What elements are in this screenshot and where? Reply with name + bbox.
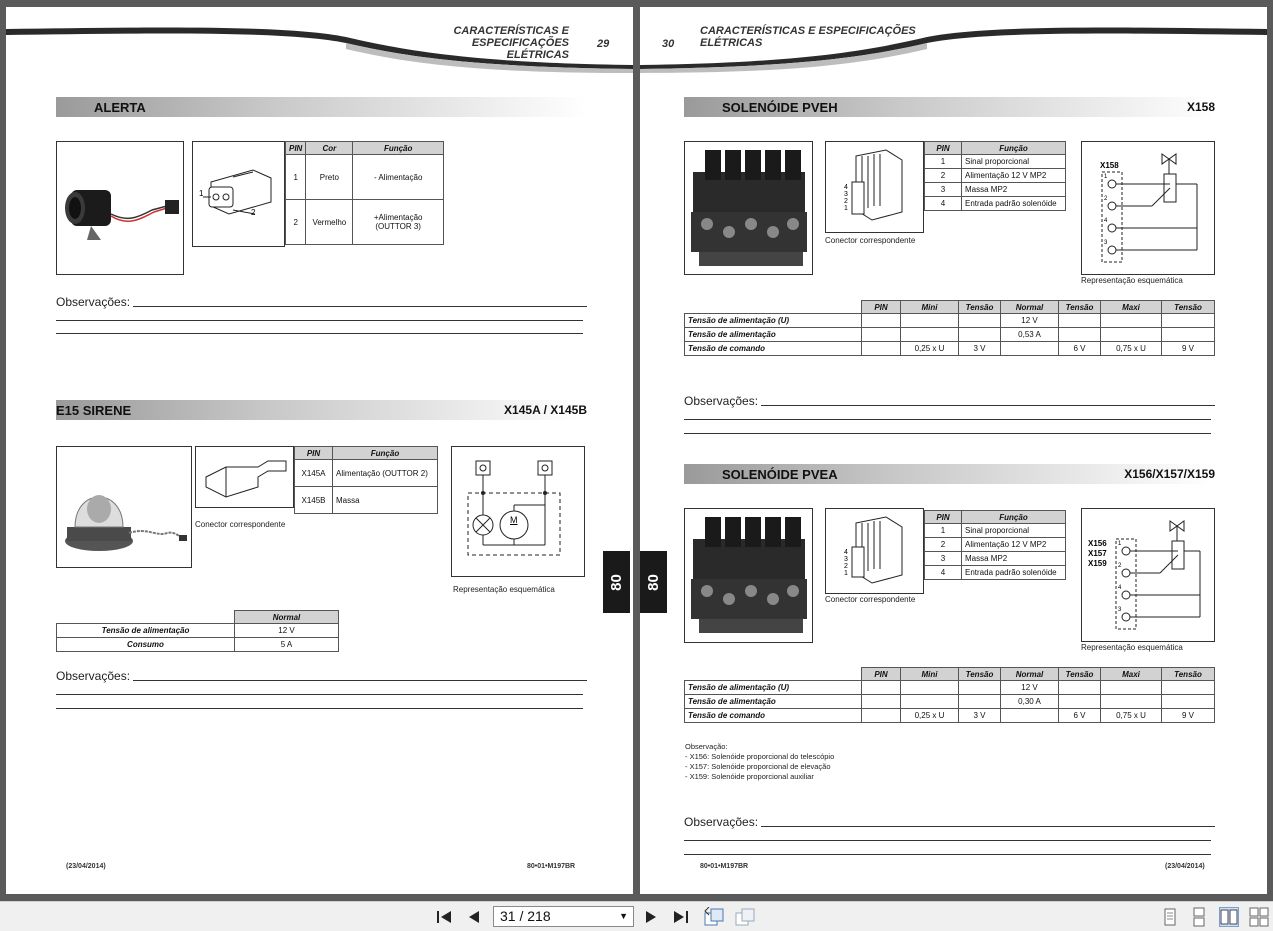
table-cell: Alimentação (OUTTOR 2) [333, 460, 438, 487]
observation-line [684, 433, 1211, 434]
table-row [286, 155, 444, 200]
table-row: 1 Sinal proporcional [925, 155, 1066, 169]
observation-line [56, 333, 583, 334]
pvea-pin-table: PIN Função 1 Sinal proporcional 2 Alimentação 12 V MP2 3 Massa MP2 4 Entrada padrão solenóide [924, 510, 1066, 580]
column-header: Cor [306, 142, 353, 155]
section-title: ALERTA [94, 100, 146, 115]
previous-page-icon[interactable] [463, 906, 485, 928]
footer-code: 80•01•M197BR [700, 863, 749, 870]
schematic-labels: X156 X157 X159 [1088, 539, 1107, 568]
continuous-page-icon[interactable] [1189, 907, 1209, 927]
row-label: Consumo [57, 638, 235, 652]
header-title: CARACTERÍSTICAS E ESPECIFICAÇÕES ELÉTRICAS [453, 25, 569, 61]
connector-caption: Conector correspondente [825, 595, 916, 604]
section-title: E15 SIRENE [56, 403, 132, 418]
back-view-icon[interactable] [703, 906, 725, 928]
table-row: 4 Entrada padrão solenóide [925, 566, 1066, 580]
table-row [57, 624, 339, 638]
sirene-schematic [451, 446, 585, 577]
alerta-pin-table [285, 141, 444, 245]
table-row [295, 487, 438, 514]
table-row: Tensão de alimentação (U) 12 V [685, 314, 1215, 328]
forward-view-icon[interactable] [734, 906, 756, 928]
continuous-facing-icon[interactable] [1249, 907, 1269, 927]
column-header: Função [353, 142, 444, 155]
valve-photo [684, 508, 813, 643]
table-row: 1 Sinal proporcional [925, 524, 1066, 538]
header-title: CARACTERÍSTICAS E ESPECIFICAÇÕES ELÉTRICAS [700, 25, 916, 49]
section-header-alerta [56, 97, 587, 117]
pvea-spec-table: PIN Mini Tensão Normal Tensão Maxi Tensão Tensão de alimentação (U) 12 V Tensão de alimentação 0,30 A Tensão de comando 0,25 x U 3 V 6 V 0,75 x U 9 V [684, 667, 1215, 723]
column-header: Normal [235, 611, 339, 624]
table-row [286, 200, 444, 245]
last-page-icon[interactable] [670, 906, 692, 928]
section-header-pvea [684, 464, 1215, 484]
observation-line [684, 840, 1211, 841]
table-row [57, 638, 339, 652]
table-cell: - Alimentação [353, 155, 444, 200]
table-row: Tensão de comando 0,25 x U 3 V 6 V 0,75 x U 9 V [685, 342, 1215, 356]
table-cell: 1 [286, 155, 306, 200]
pveh-schematic: X158 1 2 4 3 [1081, 141, 1215, 275]
observation-line [133, 680, 587, 681]
table-row: 2 Alimentação 12 V MP2 [925, 169, 1066, 183]
connector-drawing [192, 141, 285, 247]
row-label: Tensão de alimentação [57, 624, 235, 638]
observations-label: Observações: [684, 394, 759, 408]
table-row: Tensão de alimentação 0,30 A [685, 695, 1215, 709]
table-cell: Vermelho [306, 200, 353, 245]
section-header-sirene [56, 400, 587, 420]
section-code: X156/X157/X159 [1124, 467, 1215, 481]
next-page-icon[interactable] [640, 906, 662, 928]
section-title: SOLENÓIDE PVEH [722, 100, 838, 115]
table-row: 2 Alimentação 12 V MP2 [925, 538, 1066, 552]
footer-date: (23/04/2014) [66, 863, 106, 870]
table-cell: Preto [306, 155, 353, 200]
observation-line [56, 694, 583, 695]
connector-drawing [825, 141, 924, 233]
column-header: PIN [295, 447, 333, 460]
chapter-tab: 80 [640, 551, 667, 613]
pin-numbers: 4 3 2 1 [844, 549, 848, 577]
sirene-pin-table [294, 446, 438, 514]
chevron-down-icon: ▼ [619, 911, 628, 921]
connector-caption: Conector correspondente [195, 520, 286, 529]
observation-line [133, 306, 587, 307]
alarm-photo [56, 141, 184, 275]
table-row: Tensão de alimentação (U) 12 V [685, 681, 1215, 695]
observation-line [684, 854, 1211, 855]
pveh-spec-table: PIN Mini Tensão Normal Tensão Maxi Tensão Tensão de alimentação (U) 12 V Tensão de alimentação 0,53 A Tensão de comando 0,25 x U 3 V 6 V 0,75 x U 9 V [684, 300, 1215, 356]
facing-pages-icon[interactable] [1219, 907, 1239, 927]
table-cell: X145B [295, 487, 333, 514]
section-code: X145A / X145B [504, 403, 587, 417]
sirene-spec-table [56, 610, 339, 652]
connector-caption: Conector correspondente [825, 236, 916, 245]
schematic-label: X158 [1100, 161, 1119, 170]
schematic-caption: Representação esquemática [1081, 276, 1183, 285]
page-number: 29 [597, 38, 610, 50]
pvea-note: Observação: - X156: Solenóide proporcional do telescópio - X157: Solenóide proporcional de elevação - X159: Solenóide proporcional auxiliar [685, 742, 835, 781]
motor-label: M [510, 515, 518, 525]
valve-photo [684, 141, 813, 275]
observations-label: Observações: [56, 669, 131, 683]
page-selector[interactable]: 31 / 218 ▼ [493, 906, 634, 927]
section-header-pveh [684, 97, 1215, 117]
page-29 [6, 7, 633, 894]
footer-date: (23/04/2014) [1165, 863, 1205, 870]
schematic-caption: Representação esquemática [1081, 643, 1183, 652]
pin-label: 2 [251, 208, 256, 217]
table-row: 3 Massa MP2 [925, 183, 1066, 197]
table-cell: Massa [333, 487, 438, 514]
section-code: X158 [1186, 100, 1215, 114]
pin-numbers: 4 3 2 1 [844, 184, 848, 212]
connector-drawing [825, 508, 924, 594]
connector-drawing [195, 446, 294, 508]
observation-line [684, 419, 1211, 420]
table-row: Tensão de comando 0,25 x U 3 V 6 V 0,75 x U 9 V [685, 709, 1215, 723]
column-header: Função [962, 142, 1066, 155]
table-cell: 5 A [235, 638, 339, 652]
table-row: 3 Massa MP2 [925, 552, 1066, 566]
column-header: PIN [286, 142, 306, 155]
single-page-icon[interactable] [1160, 907, 1180, 927]
observations-label: Observações: [684, 815, 759, 829]
chapter-tab: 80 [603, 551, 630, 613]
observation-line [56, 708, 583, 709]
column-header: Função [333, 447, 438, 460]
observations-label: Observações: [56, 295, 131, 309]
schematic-caption: Representação esquemática [453, 585, 555, 594]
page-30 [640, 7, 1267, 894]
first-page-icon[interactable] [433, 906, 455, 928]
footer-code: 80•01•M197BR [527, 863, 576, 870]
page-number: 30 [662, 38, 675, 50]
section-title: SOLENÓIDE PVEA [722, 467, 838, 482]
table-row [295, 460, 438, 487]
observation-line [761, 826, 1215, 827]
pveh-pin-table [924, 141, 1066, 211]
table-row: Tensão de alimentação 0,53 A [685, 328, 1215, 342]
table-cell: 2 [286, 200, 306, 245]
table-cell: +Alimentação (OUTTOR 3) [353, 200, 444, 245]
table-cell: X145A [295, 460, 333, 487]
observation-line [56, 320, 583, 321]
table-row: 4 Entrada padrão solenóide [925, 197, 1066, 211]
pin-label: 1 [199, 189, 204, 198]
column-header: PIN [925, 142, 962, 155]
viewer-toolbar [0, 901, 1273, 931]
observation-line [761, 405, 1215, 406]
pvea-schematic: X156 X157 X159 1 2 4 3 [1081, 508, 1215, 642]
table-cell: 12 V [235, 624, 339, 638]
siren-photo [56, 446, 192, 568]
